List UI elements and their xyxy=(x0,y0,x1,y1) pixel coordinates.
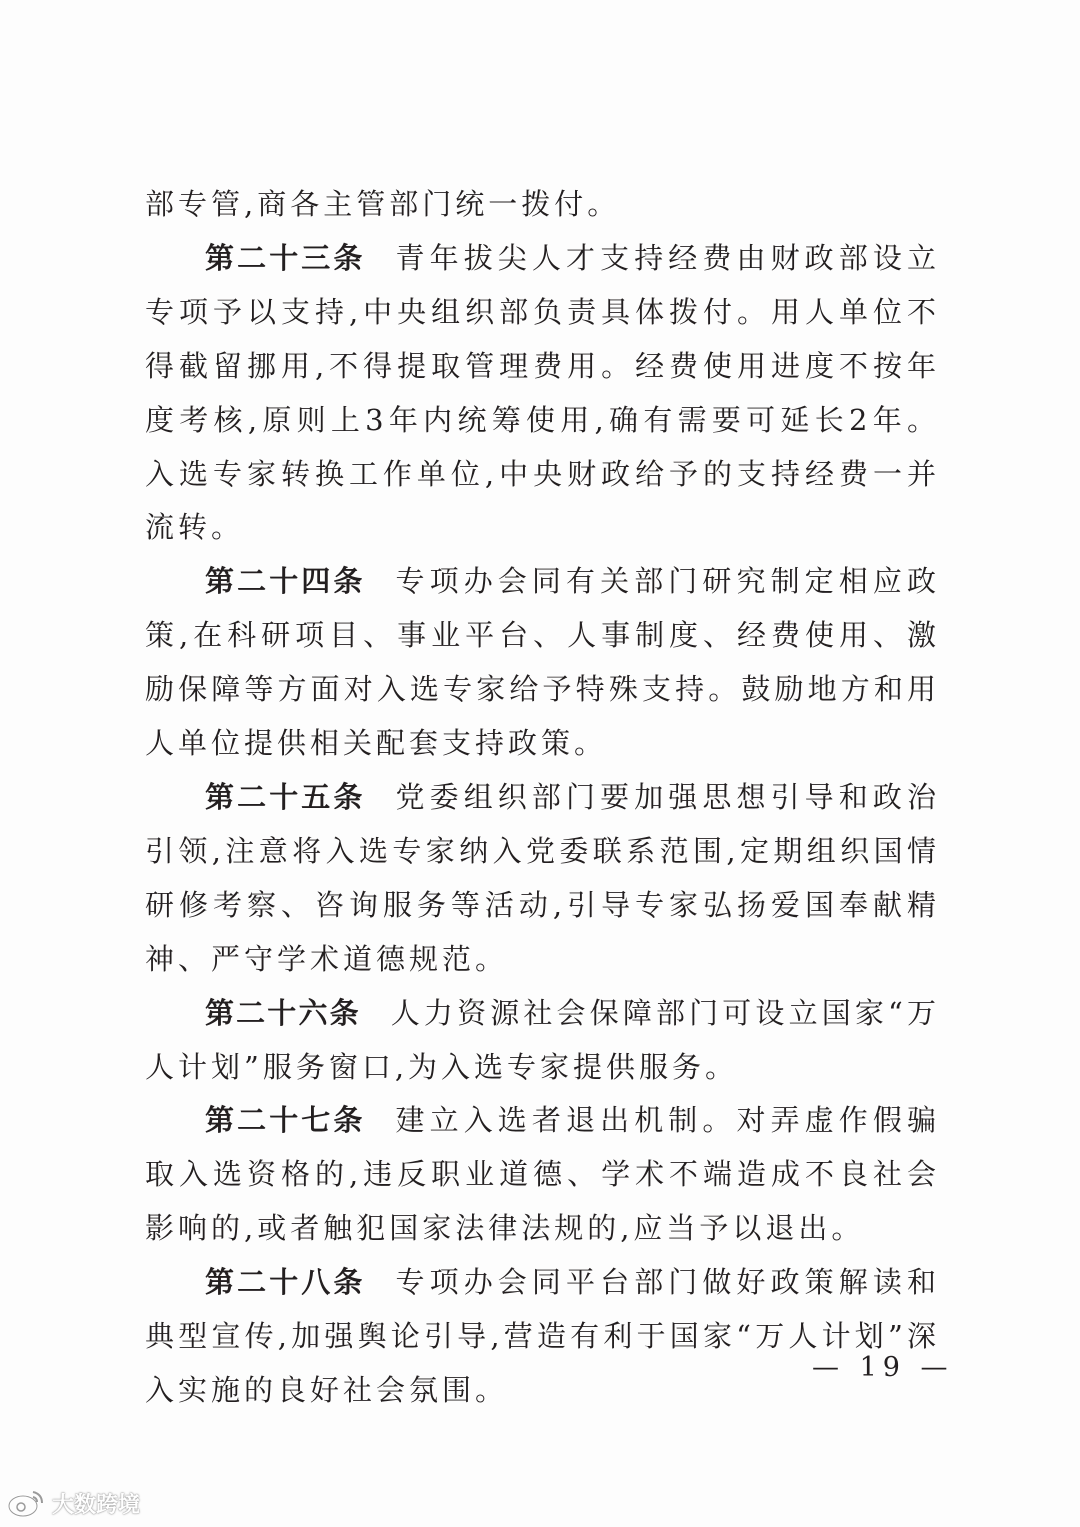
watermark xyxy=(6,1486,140,1520)
article-body: 人力资源社会保障部门可设立国家“万人计划”服务窗口,为入选专家提供服务。 xyxy=(145,995,940,1084)
article-body: 青年拔尖人才支持经费由财政部设立专项予以支持,中央组织部负责具体拨付。用人单位不得截留挪用,不得提取管理费用。经费使用进度不按年度考核,原则上3年内统筹使用,确有需要可延长2年。入选专家转换工作单位,中央财政给予的支持经费一并流转。 xyxy=(145,240,940,545)
article-title: 第二十五条 xyxy=(205,779,366,814)
article-26 xyxy=(145,987,940,1095)
weibo-logo-icon xyxy=(6,1488,46,1518)
article-28 xyxy=(145,1256,940,1418)
article-title: 第二十七条 xyxy=(205,1103,366,1138)
article-25 xyxy=(145,771,940,987)
article-body: 专项办会同平台部门做好政策解读和典型宣传,加强舆论引导,营造有利于国家“万人计划”深入实施的良好社会氛围。 xyxy=(145,1265,940,1407)
article-24 xyxy=(145,555,940,771)
article-23 xyxy=(145,232,940,555)
article-title: 第二十六条 xyxy=(205,995,361,1030)
intro-paragraph: 部专管,商各主管部门统一拨付。 xyxy=(145,187,621,221)
article-body: 专项办会同有关部门研究制定相应政策,在科研项目、事业平台、人事制度、经费使用、激励保障等方面对入选专家给予特殊支持。鼓励地方和用人单位提供相关配套支持政策。 xyxy=(145,564,940,761)
article-title: 第二十四条 xyxy=(205,564,366,599)
article-body: 建立入选者退出机制。对弄虚作假骗取入选资格的,违反职业道德、学术不端造成不良社会影响的,或者触犯国家法律法规的,应当予以退出。 xyxy=(145,1103,940,1246)
document-body xyxy=(145,178,940,1418)
watermark-text: 大数跨境 xyxy=(52,1492,141,1518)
article-27 xyxy=(145,1094,940,1256)
article-body: 党委组织部门要加强思想引导和政治引领,注意将入选专家纳入党委联系范围,定期组织国情研修考察、咨询服务等活动,引导专家弘扬爱国奉献精神、严守学术道德规范。 xyxy=(145,779,940,976)
article-title: 第二十八条 xyxy=(205,1265,366,1300)
article-title: 第二十三条 xyxy=(205,240,366,275)
page-number: — 19 — xyxy=(812,1352,954,1383)
